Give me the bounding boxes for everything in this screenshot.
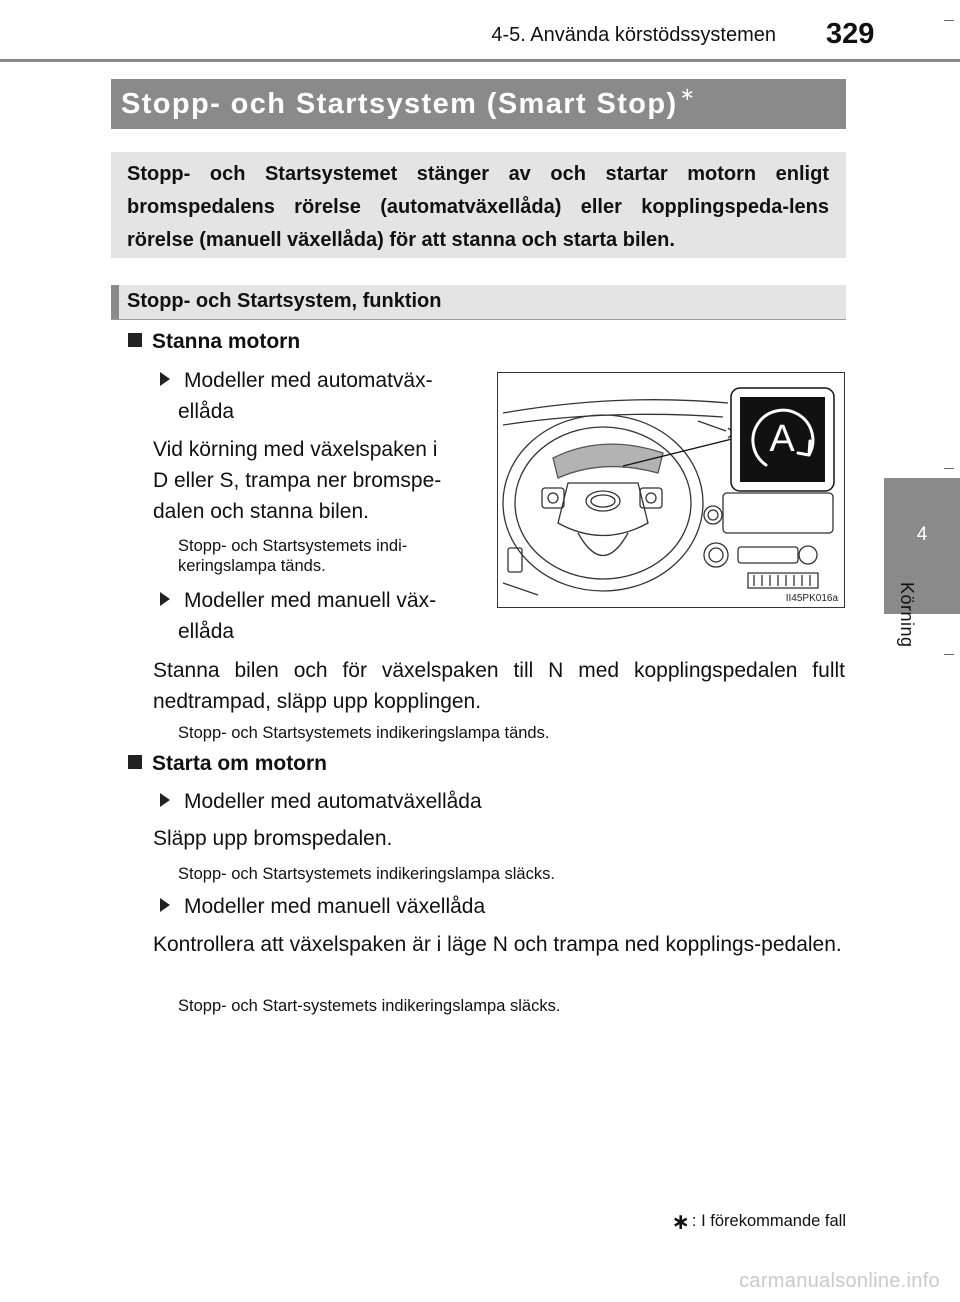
restart-manual-text: Kontrollera att växelspaken är i läge N och trampa ned kopplings-pedalen. — [153, 933, 842, 956]
title-bar — [111, 79, 846, 129]
subheading: Stopp- och Startsystem, funktion — [127, 290, 442, 312]
page-title — [121, 84, 697, 121]
stop-auto-label-cont: ellåda — [178, 400, 235, 423]
restart-manual-label: Modeller med manuell växellåda — [160, 891, 485, 922]
stop-auto-text: Vid körning med växelspaken i D eller S, trampa ner bromspe- dalen och stanna bilen. — [153, 438, 442, 523]
crop-mark — [944, 20, 954, 21]
square-bullet-icon — [128, 333, 142, 347]
chapter-label: Körning — [897, 582, 917, 648]
stop-manual-text: Stanna bilen och för växelspaken till N med kopplingspedalen fullt nedtrampad, släpp upp kopplingen. — [153, 659, 845, 713]
crop-mark — [944, 654, 954, 655]
restart-auto-note: Stopp- och Startsystemets indikeringslampa släcks. — [178, 865, 555, 883]
subheading-bar — [111, 285, 846, 320]
page-title-text: Stopp- och Startsystem (Smart Stop) — [121, 88, 678, 120]
restart-auto-text: Släpp upp bromspedalen. — [153, 827, 393, 850]
dashboard-illustration — [498, 373, 843, 606]
restart-manual-note: Stopp- och Start-systemets indikeringslampa släcks. — [178, 997, 561, 1015]
page-number: 329 — [826, 18, 875, 50]
footnote: ∗ : I förekommande fall — [671, 1209, 846, 1234]
triangle-bullet-icon — [160, 372, 170, 386]
intro-text: Stopp- och Startsystemet stänger av och startar motorn enligt bromspedalens rörelse (automatväxellåda) eller kopplingspeda-lens rörelse (manuell växellåda) för att stanna och starta bilen. — [127, 163, 829, 251]
stop-manual-label-cont: ellåda — [178, 620, 235, 643]
square-bullet-icon — [128, 755, 142, 769]
triangle-bullet-icon — [160, 592, 170, 606]
title-asterisk: ∗ — [679, 84, 697, 104]
section-header: 4-5. Använda körstödssystemen — [491, 24, 776, 46]
triangle-bullet-icon — [160, 898, 170, 912]
watermark: carmanualsonline.info — [739, 1270, 940, 1292]
stop-manual-label: Modeller med manuell väx- — [160, 585, 436, 616]
dashboard-figure — [497, 372, 845, 608]
intro-box — [111, 152, 846, 258]
stop-auto-label: Modeller med automatväx- — [160, 365, 478, 396]
subheading-accent — [111, 285, 119, 319]
chapter-label-wrap — [888, 582, 928, 662]
footnote-asterisk: ∗ — [671, 1209, 690, 1234]
triangle-bullet-icon — [160, 793, 170, 807]
chapter-number: 4 — [916, 524, 928, 545]
header-rule — [0, 59, 960, 62]
stop-heading: Stanna motorn — [128, 330, 300, 354]
restart-heading: Starta om motorn — [128, 752, 327, 776]
stop-manual-note: Stopp- och Startsystemets indikeringslampa tänds. — [178, 724, 550, 742]
crop-mark — [944, 468, 954, 469]
indicator-letter: A — [769, 418, 795, 460]
figure-caption: II45PK016a — [785, 593, 838, 604]
stop-auto-note: Stopp- och Startsystemets indi- keringslampa tänds. — [178, 537, 408, 575]
restart-auto-label: Modeller med automatväxellåda — [160, 786, 482, 817]
